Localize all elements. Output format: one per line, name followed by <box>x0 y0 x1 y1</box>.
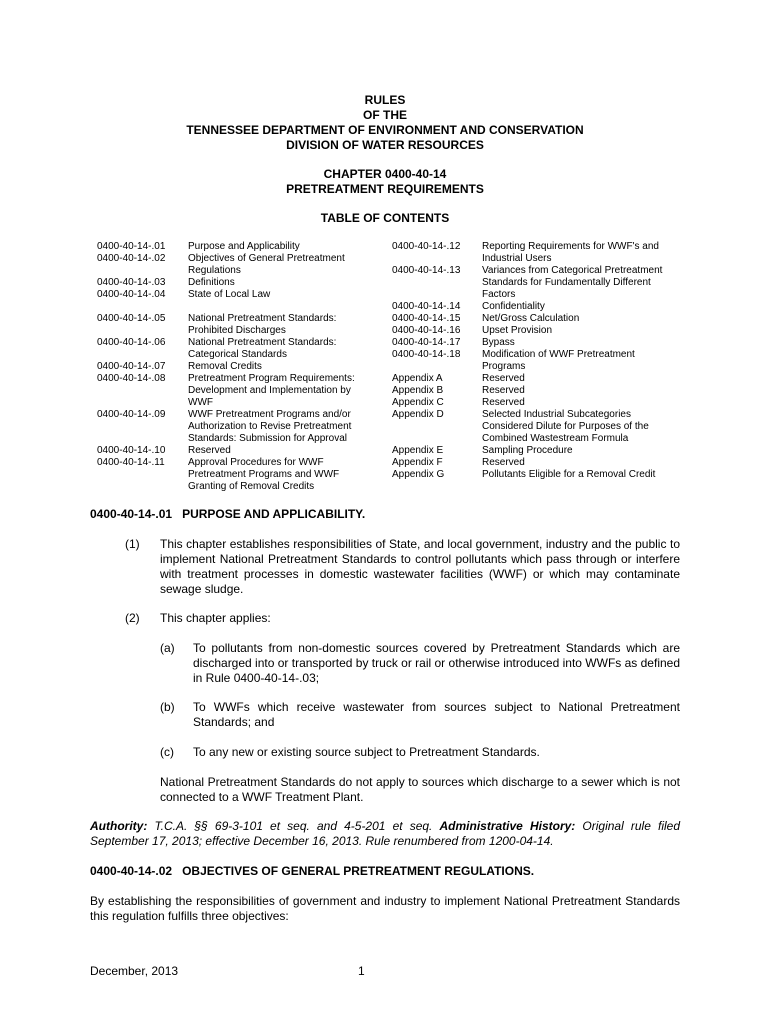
toc-entry-title: Confidentiality <box>482 301 545 312</box>
toc-entry-title: Reserved <box>482 397 525 408</box>
toc-entry-title: Factors <box>482 289 516 300</box>
toc-entry-title: Variances from Categorical Pretreatment <box>482 265 663 276</box>
toc-entry-title: State of Local Law <box>188 289 271 300</box>
toc-entry-title: Modification of WWF Pretreatment <box>482 349 635 360</box>
toc-entry-title: Reserved <box>188 445 231 456</box>
paragraph-2-number: (2) <box>125 611 140 625</box>
toc-entry-title: National Pretreatment Standards: <box>188 337 337 348</box>
toc-entry-title: Granting of Removal Credits <box>188 481 315 492</box>
toc-entry-title: Industrial Users <box>482 253 552 264</box>
item-a-text: To pollutants from non-domestic sources covered by Pretreatment Standards which are discharged into or transported by truck or rail or otherwise introduced into WWFs as defined in Rule 0400-40-14-.03; <box>193 641 680 685</box>
toc-entry-number: 0400-40-14-.17 <box>392 337 461 348</box>
page-number: 1 <box>358 964 365 978</box>
toc-entry-title: Standards for Fundamentally Different <box>482 277 651 288</box>
toc-entry-title: Prohibited Discharges <box>188 325 286 336</box>
toc-entry-title: Pretreatment Program Requirements: <box>188 373 355 384</box>
title-department: TENNESSEE DEPARTMENT OF ENVIRONMENT AND CONSERVATION <box>186 123 584 137</box>
toc-entry-number: 0400-40-14-.09 <box>97 409 166 420</box>
paragraph-2-text: This chapter applies: <box>160 611 271 625</box>
toc-entry-number: 0400-40-14-.04 <box>97 289 166 300</box>
toc-entry-number: Appendix F <box>392 457 443 468</box>
toc-entry-title: Regulations <box>188 265 241 276</box>
toc-entry-title: WWF Pretreatment Programs and/or <box>188 409 351 420</box>
toc-entry-number: Appendix E <box>392 445 444 456</box>
toc-entry-number: Appendix G <box>392 469 445 480</box>
item-a-number: (a) <box>160 641 175 655</box>
toc-entry-title: Objectives of General Pretreatment <box>188 253 345 264</box>
toc-entry-number: 0400-40-14-.11 <box>97 457 165 468</box>
title-division: DIVISION OF WATER RESOURCES <box>286 138 484 152</box>
toc-entry-title: Definitions <box>188 277 235 288</box>
authority-label: Authority: <box>90 819 148 833</box>
toc-entry-number: 0400-40-14-.12 <box>392 241 461 252</box>
toc-entry-title: Authorization to Revise Pretreatment <box>188 421 352 432</box>
toc-entry-number: 0400-40-14-.07 <box>97 361 166 372</box>
toc-entry-title: Reporting Requirements for WWF's and <box>482 241 659 252</box>
toc-entry-number: Appendix B <box>392 385 444 396</box>
toc-entry-title: Approval Procedures for WWF <box>188 457 324 468</box>
section-02-text: By establishing the responsibilities of government and industry to implement National Pretreatment Standards this regulation fulfills three objectives: <box>90 894 680 923</box>
toc-entry-number: 0400-40-14-.03 <box>97 277 166 288</box>
toc-entry-number: Appendix C <box>392 397 444 408</box>
paragraph-1-number: (1) <box>125 537 140 551</box>
toc-entry-title: Reserved <box>482 373 525 384</box>
toc-entry-title: Sampling Procedure <box>482 445 573 456</box>
toc-entry-number: 0400-40-14-.02 <box>97 253 166 264</box>
section-02-heading: 0400-40-14-.02 OBJECTIVES OF GENERAL PRETREATMENT REGULATIONS. <box>90 864 535 878</box>
toc-entry-number: 0400-40-14-.06 <box>97 337 166 348</box>
toc-entry-title: Pretreatment Programs and WWF <box>188 469 340 480</box>
toc-entry-number: Appendix D <box>392 409 444 420</box>
toc-entry-number: 0400-40-14-.18 <box>392 349 461 360</box>
toc-entry-title: Considered Dilute for Purposes of the <box>482 421 649 432</box>
toc-entry-number: 0400-40-14-.13 <box>392 265 461 276</box>
toc-entry-title: Pollutants Eligible for a Removal Credit <box>482 469 656 480</box>
toc-entry-title: Upset Provision <box>482 325 553 336</box>
toc-entry-title: Development and Implementation by <box>188 385 351 396</box>
toc-entry-title: Programs <box>482 361 526 372</box>
section-01-heading: 0400-40-14-.01 PURPOSE AND APPLICABILITY. <box>90 507 366 521</box>
toc-entry-title: National Pretreatment Standards: <box>188 313 337 324</box>
toc-entry-title: Bypass <box>482 337 515 348</box>
chapter-number: CHAPTER 0400-40-14 <box>323 167 447 181</box>
footer-date: December, 2013 <box>90 964 179 978</box>
toc-title: TABLE OF CONTENTS <box>320 211 450 225</box>
toc-entry-number: 0400-40-14-.08 <box>97 373 166 384</box>
toc-entry-title: Combined Wastestream Formula <box>482 433 629 444</box>
item-c-text: To any new or existing source subject to Pretreatment Standards. <box>193 745 540 759</box>
authority-block <box>90 819 680 849</box>
toc-entry-title: Net/Gross Calculation <box>482 313 580 324</box>
admin-history-text: Original rule filed September 17, 2013; effective December 16, 2013. Rule renumbered from 1200-04-14. <box>90 819 681 848</box>
admin-history-label: Administrative History: <box>439 819 576 833</box>
standards-note: National Pretreatment Standards do not apply to sources which discharge to a sewer which is not connected to a WWF Treatment Plant. <box>160 775 680 804</box>
toc-entry-number: 0400-40-14-.01 <box>97 241 166 252</box>
authority-text: T.C.A. §§ 69-3-101 et seq. and 4-5-201 et seq. <box>147 819 440 833</box>
toc-entry-title: Selected Industrial Subcategories <box>482 409 631 420</box>
paragraph-1-text: This chapter establishes responsibilities of State, and local government, industry and the public to implement National Pretreatment Standards to control pollutants which pass through or interfere with treatment processes in domestic wastewater facilities (WWF) or which may contaminate sewage sludge. <box>160 537 680 596</box>
toc-entry-number: 0400-40-14-.05 <box>97 313 166 324</box>
item-b-number: (b) <box>160 700 175 714</box>
item-b-text: To WWFs which receive wastewater from sources subject to National Pretreatment Standards; and <box>193 700 680 729</box>
toc-entry-title: WWF <box>188 397 213 408</box>
toc-entry-title: Categorical Standards <box>188 349 287 360</box>
toc-entry-title: Removal Credits <box>188 361 262 372</box>
item-c-number: (c) <box>160 745 174 759</box>
toc-entry-number: 0400-40-14-.15 <box>392 313 461 324</box>
toc-entry-title: Reserved <box>482 457 525 468</box>
toc-entry-number: 0400-40-14-.14 <box>392 301 461 312</box>
title-of-the: OF THE <box>363 108 407 122</box>
chapter-title: PRETREATMENT REQUIREMENTS <box>286 182 484 196</box>
title-rules: RULES <box>364 93 406 107</box>
toc-entry-number: 0400-40-14-.16 <box>392 325 461 336</box>
toc-entry-title: Purpose and Applicability <box>188 241 300 252</box>
toc-entry-number: 0400-40-14-.10 <box>97 445 166 456</box>
toc-entry-title: Reserved <box>482 385 525 396</box>
toc-entry-title: Standards: Submission for Approval <box>188 433 347 444</box>
toc-entry-number: Appendix A <box>392 373 443 384</box>
